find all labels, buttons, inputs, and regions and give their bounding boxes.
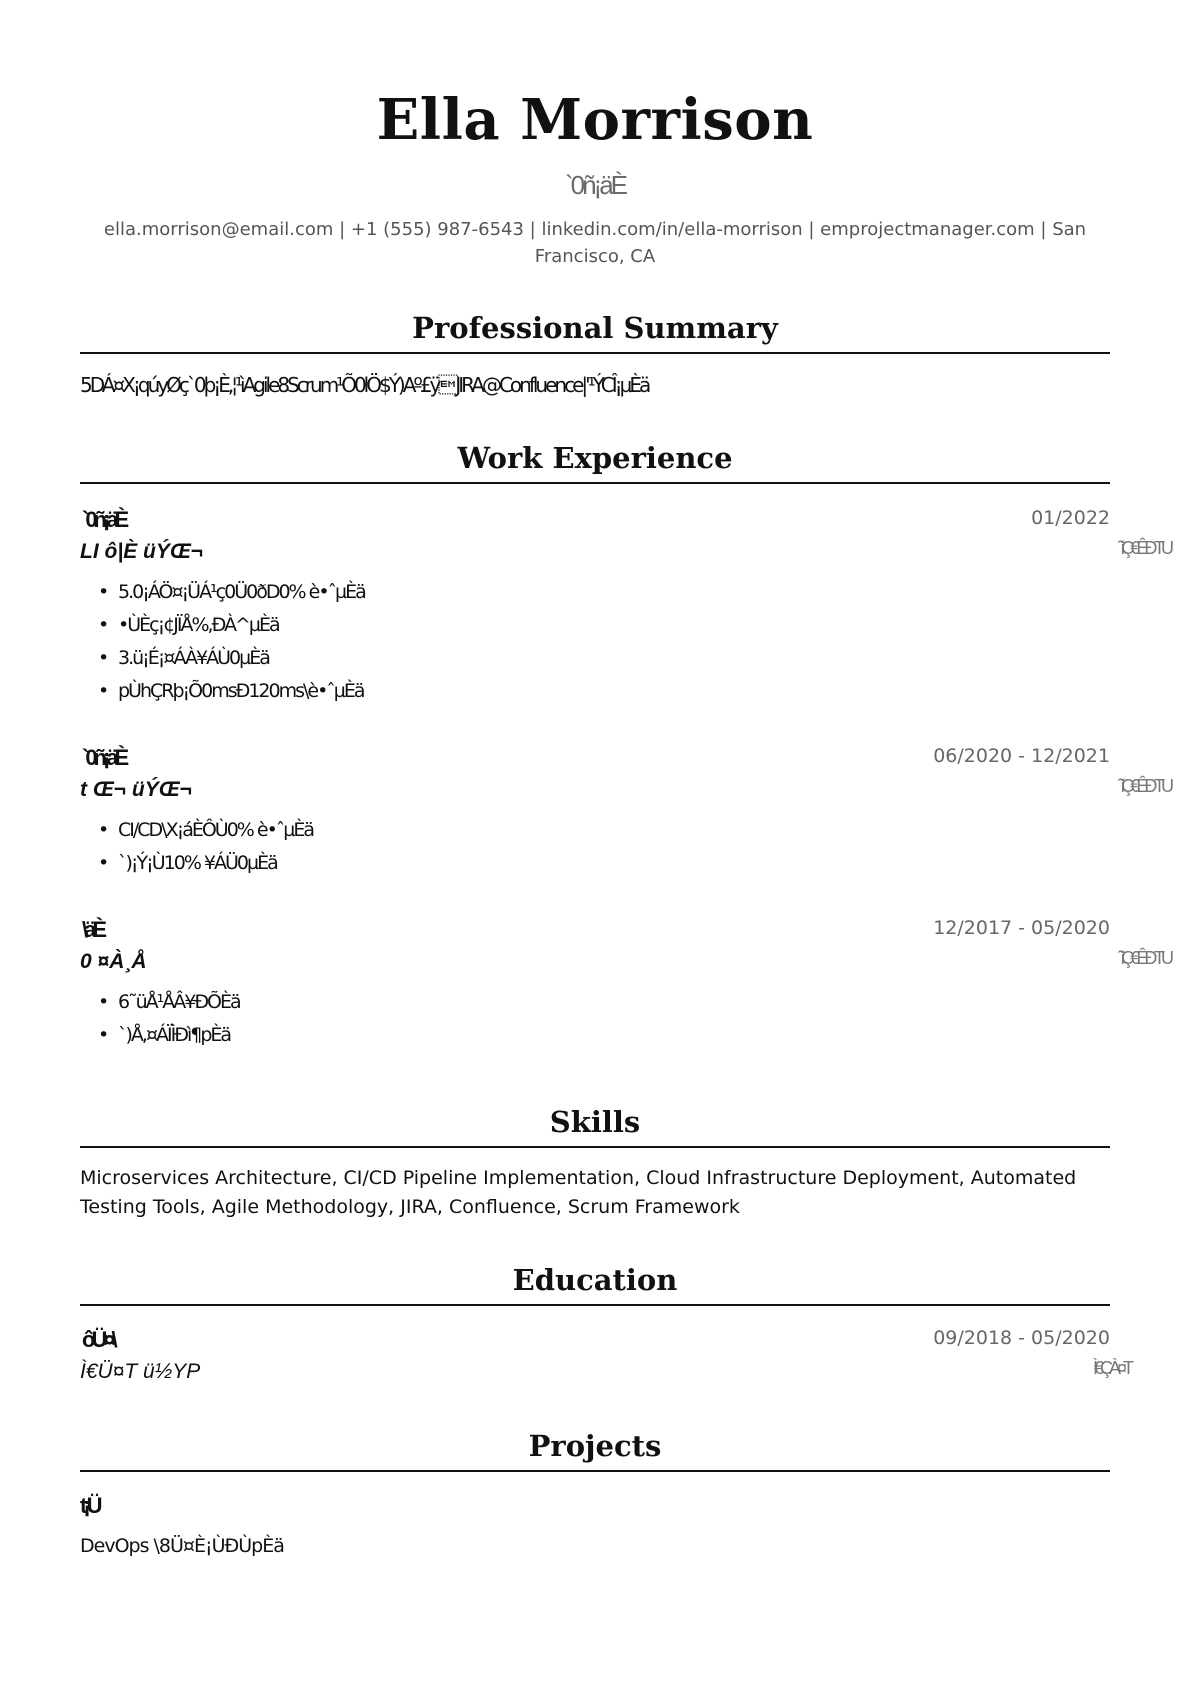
job-bullets <box>80 986 1110 1052</box>
job-title: `0ñ¡äÈ <box>82 507 126 532</box>
section-title-summary: Professional Summary <box>80 310 1110 354</box>
summary-section <box>80 310 1110 400</box>
list-item: • 3.ü¡É¡¤ÁÀ¥ÁÙ0µÈä <box>118 642 1110 675</box>
list-item: • `)Å,¤ÁÏÌÐì¶pÈä <box>118 1019 1110 1052</box>
job-entry <box>80 504 1170 708</box>
job-location: ˜ìÇ€ÊÐ TU <box>1118 776 1170 796</box>
experience-section <box>80 440 1170 1052</box>
job-bullets <box>80 576 1110 708</box>
summary-text: 5DÁ¤X¡qúyØç`0þ¡È,¦¹ìAgile8Scrum¹Õ0lÖ$Ý)Aº£ÿJIRA@Confluence|'¹ÝCÎ¡µÈä <box>80 373 649 397</box>
job-entry <box>80 742 1170 880</box>
contact-info: ella.morrison@email.com | +1 (555) 987-6543 | linkedin.com/in/ella-morrison | emprojectmanager.com | San Francisco, CA <box>103 219 1087 267</box>
list-item: • 6˜üÅ¹ÅÂ¥ÐÕÈä <box>118 986 1110 1019</box>
list-item: • `)¡Ý¡Ù10% ¥ÁÜ0µÈä <box>118 847 1110 880</box>
job-bullets <box>80 814 1110 880</box>
person-name: Ella Morrison <box>376 87 814 153</box>
job-title: `0ñ¡äÈ <box>82 745 126 770</box>
job-location: ˜ìÇ€ÊÐ TU <box>1118 948 1170 968</box>
company-name: LI ô|È üÝŒ¬ <box>80 540 204 563</box>
list-item: • •ÙÈç¡¢JÏÅ%,ÐÀ^µÈä <box>118 609 1110 642</box>
education-entry <box>80 1324 1130 1388</box>
project-description: DevOps \8Ü¤È¡ÙÐÙpÈä <box>80 1535 284 1557</box>
section-title-education: Education <box>80 1262 1110 1306</box>
section-title-experience: Work Experience <box>80 440 1110 484</box>
company-name: t Œ¬ üÝŒ¬ <box>80 778 193 801</box>
job-title: \äÈ <box>82 917 104 942</box>
education-location: Ì€ÇÀ¤T <box>1092 1358 1130 1378</box>
project-entry <box>80 1490 1110 1562</box>
list-item: • 5.0¡ÁÖ¤¡ÜÁ¹ç0Ü0ðD0% è•ˆµÈä <box>118 576 1110 609</box>
job-subtitle: `0ñ¡äÈ <box>564 170 626 200</box>
education-section <box>80 1262 1130 1388</box>
job-date: 12/2017 - 05/2020 <box>933 917 1110 939</box>
school-name: ôÜ¤\ <box>82 1327 114 1352</box>
job-date: 06/2020 - 12/2021 <box>933 745 1110 767</box>
skills-text: Microservices Architecture, CI/CD Pipeline Implementation, Cloud Infrastructure Deployment, Automated Testing Tools, Agile Methodology, JIRA, Confluence, Scrum Framework <box>80 1167 1077 1218</box>
list-item: • pÙhÇRþ¡Õ0msÐ120ms\è•ˆµÈä <box>118 675 1110 708</box>
projects-section <box>80 1428 1110 1562</box>
job-date: 01/2022 <box>1031 507 1110 529</box>
skills-section <box>80 1104 1110 1222</box>
company-name: 0 ¤À¸Å <box>80 950 147 973</box>
list-item: • CI/CD\X¡áÈÔÙ0% è•ˆµÈä <box>118 814 1110 847</box>
job-location: ˜ìÇ€ÊÐ TU <box>1118 538 1170 558</box>
education-date: 09/2018 - 05/2020 <box>933 1327 1110 1349</box>
job-entry <box>80 914 1170 1052</box>
degree-name: Ì€Ü¤T ü½YP <box>80 1360 201 1383</box>
section-title-skills: Skills <box>80 1104 1110 1148</box>
section-title-projects: Projects <box>80 1428 1110 1472</box>
resume-header <box>80 0 1110 270</box>
project-name: t¡Ü <box>80 1493 99 1518</box>
